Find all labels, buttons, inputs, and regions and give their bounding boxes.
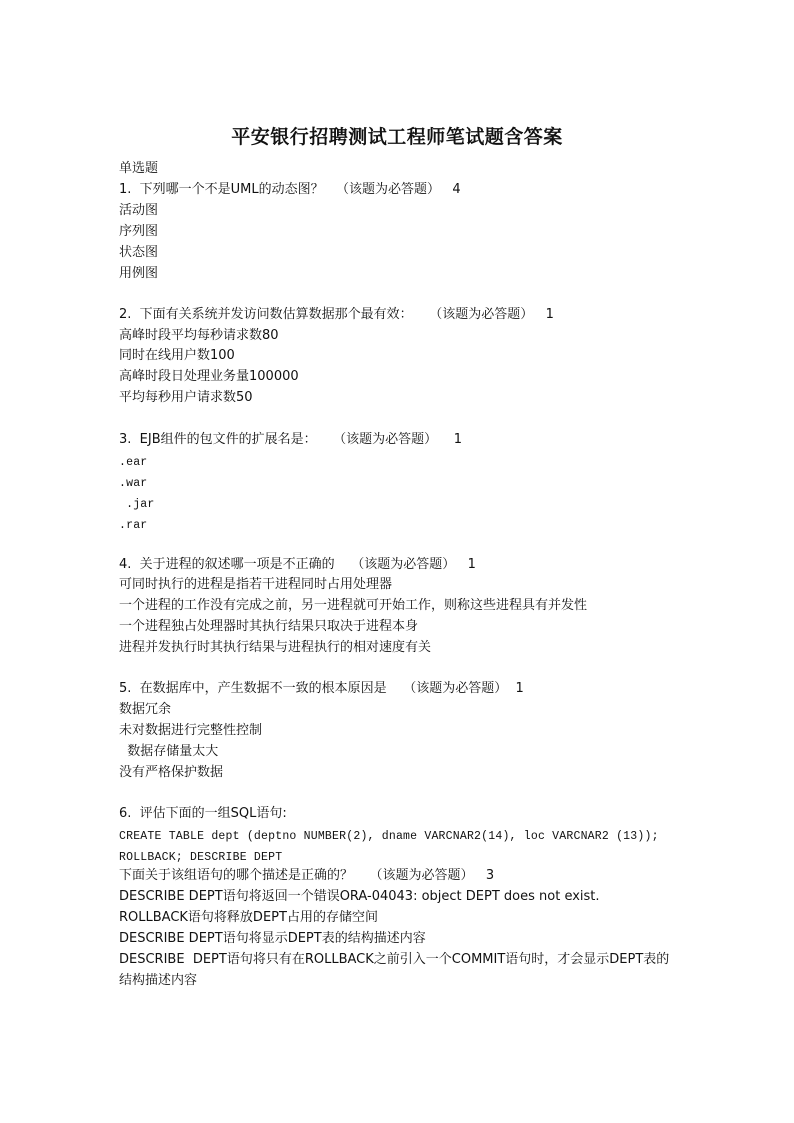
q5-option-1: 数据冗余 <box>119 702 172 717</box>
q1-option-4: 用例图 <box>119 266 159 281</box>
q5-option-2: 未对数据进行完整性控制 <box>119 723 263 738</box>
q2-option-4: 平均每秒用户请求数50 <box>119 390 253 405</box>
question-3-stem: 3. EJB组件的包文件的扩展名是： （该题为必答题） 1 <box>119 432 462 447</box>
document-title: 平安银行招聘测试工程师笔试题含答案 <box>231 126 563 148</box>
q1-option-1: 活动图 <box>119 203 159 218</box>
q6-sql-line-2: ROLLBACK; DESCRIBE DEPT <box>119 851 283 864</box>
section-label: 单选题 <box>119 161 159 176</box>
q3-option-1: .ear <box>119 456 148 469</box>
q4-option-2: 一个进程的工作没有完成之前，另一进程就可开始工作，则称这些进程具有并发性 <box>119 598 588 613</box>
q3-option-3: .jar <box>119 498 155 511</box>
q1-option-3: 状态图 <box>119 245 159 260</box>
q3-option-2: .war <box>119 477 148 490</box>
q6-option-2: ROLLBACK语句将释放DEPT占用的存储空间 <box>119 910 378 925</box>
q5-option-4: 没有严格保护数据 <box>119 765 224 780</box>
q6-option-4-continued: 结构描述内容 <box>119 973 198 988</box>
q4-option-4: 进程并发执行时其执行结果与进程执行的相对速度有关 <box>119 640 432 655</box>
question-6-stem: 6. 评估下面的一组SQL语句: <box>119 806 287 821</box>
q6-option-4: DESCRIBE DEPT语句将只有在ROLLBACK之前引入一个COMMIT语句时，才会显示DEPT表的 <box>119 952 670 967</box>
q4-option-3: 一个进程独占处理器时其执行结果只取决于进程本身 <box>119 619 419 634</box>
question-2-stem: 2. 下面有关系统并发访问数估算数据那个最有效： （该题为必答题） 1 <box>119 307 554 322</box>
q6-option-1: DESCRIBE DEPT语句将返回一个错误ORA-04043: object DEPT does not exist. <box>119 889 600 904</box>
q6-option-3: DESCRIBE DEPT语句将显示DEPT表的结构描述内容 <box>119 931 426 946</box>
q2-option-3: 高峰时段日处理业务量100000 <box>119 369 299 384</box>
question-1-stem: 1. 下列哪一个不是UML的动态图？ （该题为必答题） 4 <box>119 182 461 197</box>
q1-option-2: 序列图 <box>119 224 159 239</box>
q3-option-4: .rar <box>119 519 148 532</box>
question-4-stem: 4. 关于进程的叙述哪一项是不正确的 （该题为必答题） 1 <box>119 557 476 572</box>
q5-option-3: 数据存储量太大 <box>119 744 219 759</box>
q6-question-line: 下面关于该组语句的哪个描述是正确的？ （该题为必答题） 3 <box>119 868 495 883</box>
question-5-stem: 5. 在数据库中，产生数据不一致的根本原因是 （该题为必答题） 1 <box>119 681 524 696</box>
q2-option-2: 同时在线用户数100 <box>119 348 235 363</box>
q2-option-1: 高峰时段平均每秒请求数80 <box>119 328 279 343</box>
q4-option-1: 可同时执行的进程是指若干进程同时占用处理器 <box>119 577 393 592</box>
q6-sql-line-1: CREATE TABLE dept (deptno NUMBER(2), dname VARCNAR2(14), loc VARCNAR2 (13)); <box>119 830 659 843</box>
